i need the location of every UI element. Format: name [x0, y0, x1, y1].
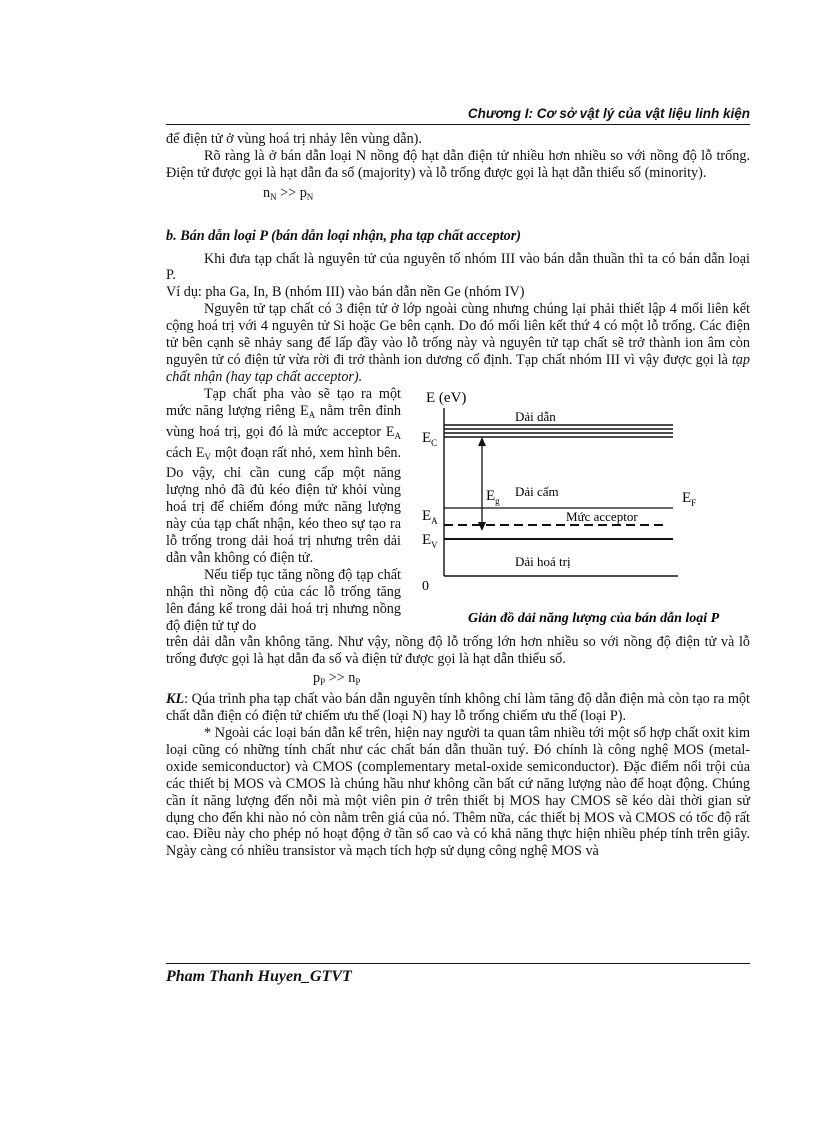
- ec-label: $E_C$: [422, 429, 438, 448]
- paragraph: trên dải dẫn vẫn không tăng. Như vậy, nồng độ lỗ trống lớn hơn nhiều so với nồng độ điện tử và lỗ trống được gọi là hạt dẫn đa số và điện tử được gọi là hạt dẫn thiểu số.: [166, 634, 750, 668]
- figure-caption: Giản đồ dải năng lượng của bán dẫn loại P: [468, 610, 720, 626]
- footer-author: Pham Thanh Huyen_GTVT: [166, 963, 750, 986]
- formula-p-type: $p_P >> n_P$: [313, 670, 361, 688]
- figure-wrap: [166, 386, 750, 635]
- forbidden-band-label: Dải cấm: [515, 483, 559, 499]
- chapter-header: Chương I: Cơ sở vật lý của vật liệu linh kiện: [166, 106, 750, 125]
- paragraph: Rõ ràng là ở bán dẫn loại N nồng độ hạt dẫn điện tử nhiều hơn nhiều so với nồng độ lỗ trống. Điện tử được gọi là hạt dẫn đa số (majority) và lỗ trống được gọi là hạt dẫn thiểu số (minority).: [166, 147, 750, 181]
- paragraph: để điện tử ở vùng hoá trị nhảy lên vùng dẫn).: [166, 131, 422, 147]
- conclusion-paragraph: KL: Qúa trình pha tạp chất vào bán dẫn nguyên tính không chỉ làm tăng độ dẫn điện mà còn tạo ra một chất dẫn điện có điện tử chiếm ưu thế (loại N) hay lỗ trống chiếm ưu thế (loại P).: [166, 691, 750, 725]
- eg-arrow-head-down: [478, 522, 486, 531]
- document-body: [166, 131, 750, 860]
- y-axis-label: E (eV): [426, 389, 467, 406]
- acceptor-level-label: Mức acceptor: [566, 508, 638, 524]
- ev-label: $E_V$: [422, 531, 438, 550]
- energy-band-diagram: [420, 386, 770, 646]
- section-heading: b. Bán dẫn loại P (bán dẫn loại nhận, pha tạp chất acceptor): [166, 227, 521, 244]
- formula-n-type: $n_N >> p_N$: [263, 184, 314, 202]
- paragraph: * Ngoài các loại bán dẫn kể trên, hiện nay người ta quan tâm nhiều tới một số hợp chất oxit kim loại cũng có những tính chất như các chất bán dẫn thuần tuý. Đó chính là công nghệ MOS (metal-oxide semiconductor) và CMOS (complementary metal-oxide semiconductor). Đặc điểm nổi trội của các thiết bị MOS và CMOS là chúng hầu như không cần bất cứ năng lượng nào để hoạt động. Chúng cần ít năng lượng đến nỗi mà một viên pin ở trên thiết bị MOS hay CMOS sẽ kéo dài thời gian sử dụng cho đến khi nào nó còn nằm trên giá của nó. Thêm nữa, các thiết bị MOS và CMOS có tốc độ rất cao. Điều này cho phép nó hoạt động ở tần số cao và có khả năng thực hiện nhiều phép tính trên giây. Ngày càng có nhiều transistor và mạch tích hợp sử dụng công nghệ MOS và: [166, 725, 750, 860]
- paragraph: Ví dụ: pha Ga, In, B (nhóm III) vào bán dẫn nền Ge (nhóm IV): [166, 284, 525, 301]
- eg-arrow-head-up: [478, 437, 486, 446]
- valence-band-label: Dải hoá trị: [515, 553, 571, 569]
- ef-label: $E_F$: [682, 489, 697, 508]
- paragraph: Khi đưa tạp chất là nguyên tử của nguyên tố nhóm III vào bán dẫn thuần thì ta có bán dẫn loại P.: [166, 250, 750, 284]
- figure-side-text: [166, 386, 401, 635]
- paragraph: Nguyên tử tạp chất có 3 điện tử ở lớp ngoài cùng nhưng chúng lại phải thiết lập 4 mối liên kết cộng hoá trị với 4 nguyên tử Si hoặc Ge bên cạnh. Do đó mối liên kết thứ 4 có một lỗ trống. Các điện tử bên cạnh sẽ nhảy sang để lấp đầy vào lỗ trống này và nguyên tử tạp chất sẽ trở thành ion âm còn nguyên tử có điện tử vừa rời đi trở thành ion dương cố định. Tạp chất nhóm III vì vậy được gọi là tạp chất nhận (hay tạp chất acceptor).: [166, 301, 750, 385]
- paragraph: Tạp chất pha vào sẽ tạo ra một mức năng lượng riêng $E_A$ nằm trên đỉnh vùng hoá trị, gọi đó là mức acceptor $E_A$ cách $E_V$ một đoạn rất nhỏ, xem hình bên. Do vậy, chỉ cần cung cấp một năng lượng nhỏ đã đủ kéo điện tử khỏi vùng hoá trị để chiếm đóng mức năng lượng này của tạp chất nhận, kéo theo sự tạo ra lỗ trống trong dải hoá trị nhưng trên dải dẫn vẫn không có điện tử.: [166, 385, 402, 566]
- origin-label: 0: [422, 578, 429, 594]
- ea-label: $E_A$: [422, 507, 438, 526]
- conduction-band-label: Dải dẫn: [515, 408, 556, 424]
- eg-label: $E_g$: [486, 487, 500, 506]
- paragraph: Nếu tiếp tục tăng nồng độ tạp chất nhận thì nồng độ của các lỗ trống tăng lên đáng kể trong dải hoá trị nhưng nồng độ điện tử tự do: [166, 566, 401, 634]
